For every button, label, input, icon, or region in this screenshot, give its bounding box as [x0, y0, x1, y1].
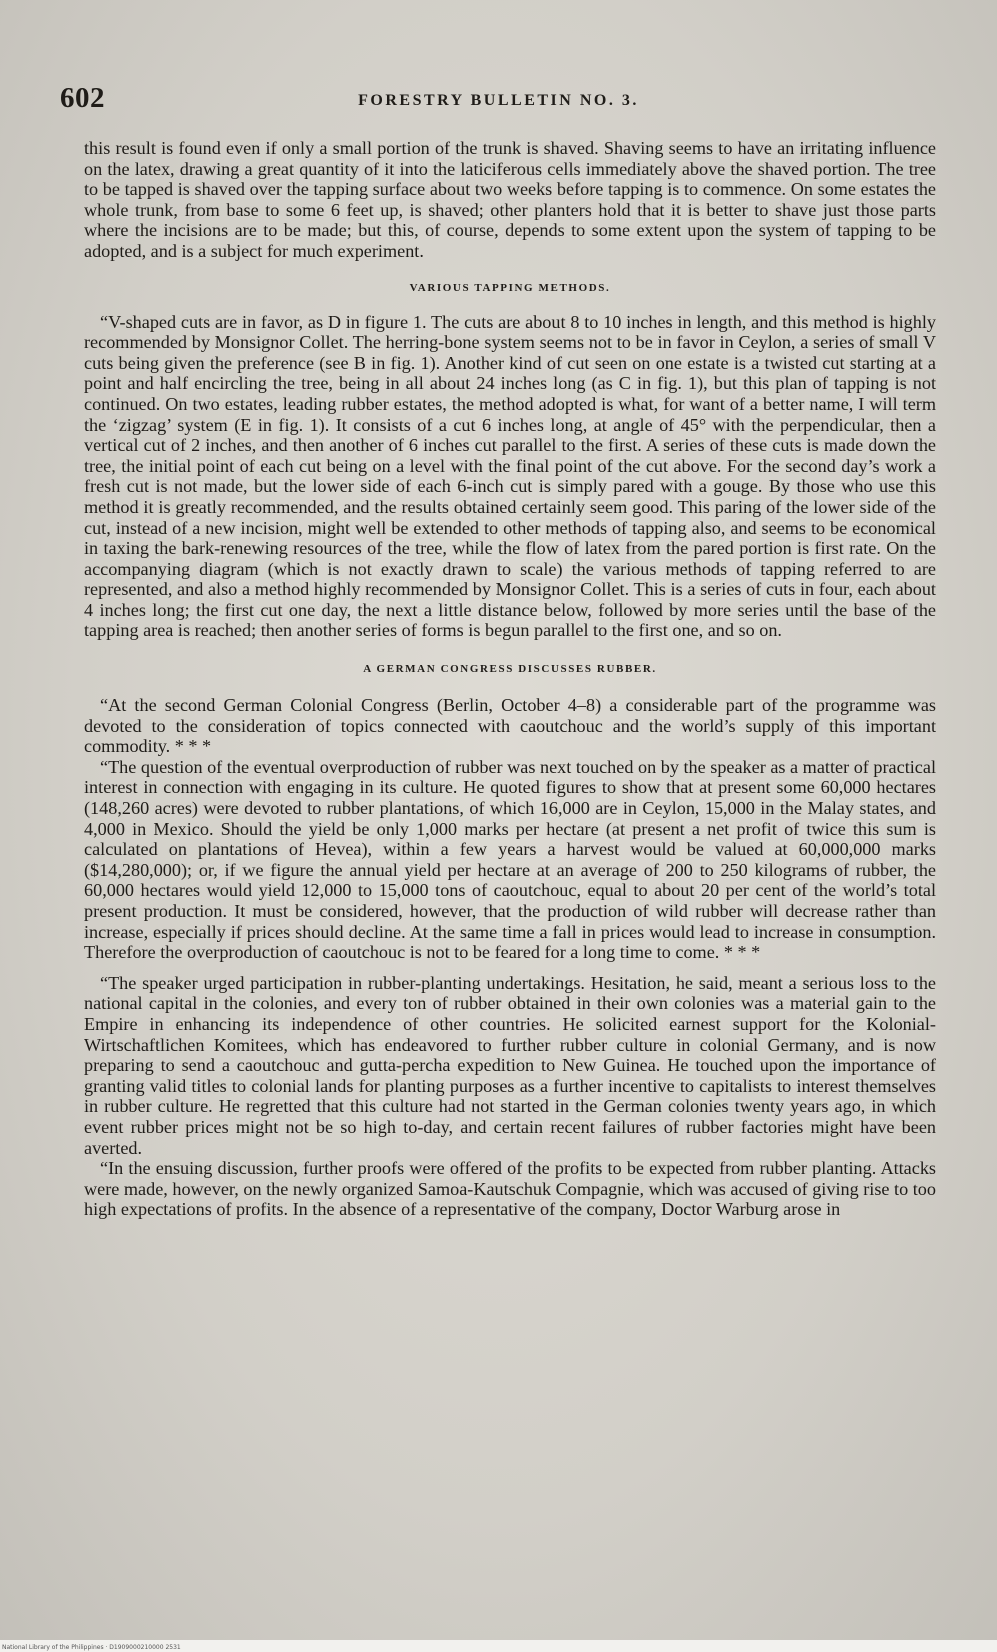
page-number: 602: [60, 82, 105, 114]
paragraph-participation: “The speaker urged participation in rubber-planting undertakings. Hesitation, he said, meant a serious loss to the national capital in the colonies, and every ton of rubber obtained in their own colonies was a material gain to the Empire in enhancing its independence of other countries. He solicited earnest support for the Kolonial-Wirtschaftlichen Komitees, which has endeavored to further rubber culture in colonial Germany, and is now preparing to send a caoutchouc and gutta-percha expedition to New Guinea. He touched upon the importance of granting valid titles to colonial lands for planting purposes as a further incentive to capitalists to interest themselves in rubber culture. He regretted that this culture had not started in the German colonies twenty years ago, in which event rubber prices might not be so high to-day, and certain recent failures of rubber factories might have been averted.: [84, 972, 936, 1158]
scan-footer: [0, 1640, 997, 1652]
paragraph-discussion: “In the ensuing discussion, further proofs were offered of the profits to be expected from rubber planting. Attacks were made, however, on the newly organized Samoa-Kautschuk Compagnie, which was accused of giving rise to too high expectations of profits. In the absence of a representative of the company, Doctor Warburg arose in: [84, 1158, 936, 1220]
section-heading-tapping-methods: VARIOUS TAPPING METHODS.: [409, 281, 611, 294]
paragraph-overproduction: “The question of the eventual overproduction of rubber was next touched on by the speaker as a matter of practical interest in connection with engaging in its culture. He quoted figures to show that at present some 60,000 hectares (148,260 acres) were devoted to rubber plantations, of which 16,000 are in Ceylon, 15,000 in the Malay states, and 4,000 in Mexico. Should the yield be only 1,000 marks per hectare (at present a net profit of twice this sum is calculated on plantations of Hevea), within a few years a harvest would be valued at 60,000,000 marks ($14,280,000); or, if we figure the annual yield per hectare at an average of 200 to 250 kilograms of rubber, the 60,000 hectares would yield 12,000 to 15,000 tons of caoutchouc, equal to about 20 per cent of the world’s total present production. It must be considered, however, that the production of wild rubber will decrease rather than increase, especially if prices should decline. At the same time a fall in prices would lead to increase in consumption. Therefore the overproduction of caoutchouc is not to be feared for a long time to come. * * *: [84, 756, 936, 963]
page-body: [84, 138, 936, 1220]
paragraph-congress-intro: “At the second German Colonial Congress (Berlin, October 4–8) a considerable part of the programme was devoted to the consideration of topics connected with caoutchouc and the world’s supply of this important commodity. * * *: [84, 695, 936, 757]
paragraph-shaving: this result is found even if only a small portion of the trunk is shaved. Shaving seems to have an irritating influence on the latex, drawing a great quantity of it into the laticiferous cells immediately above the shaved portion. The tree to be tapped is shaved over the tapping surface about two weeks before tapping is to commence. On some estates the whole trunk, from base to some 6 feet up, is shaved; other planters hold that it is better to shave just those parts where the incisions are to be made; but this, of course, depends to some extent upon the system of tapping to be adopted, and is a subject for much experiment.: [84, 138, 936, 261]
paragraph-tapping-methods: “V-shaped cuts are in favor, as D in figure 1. The cuts are about 8 to 10 inches in length, and this method is highly recommended by Monsignor Collet. The herring-bone system seems not to be in favor in Ceylon, a series of small V cuts being given the preference (see B in fig. 1). Another kind of cut seen on one estate is a twisted cut starting at a point and half encircling the tree, being in all about 24 inches long (as C in fig. 1), but this plan of tapping is not continued. On two estates, leading rubber estates, the method adopted is what, for want of a better name, I will term the ‘zigzag’ system (E in fig. 1). It consists of a cut 6 inches long, at angle of 45° with the perpendicular, then a vertical cut of 2 inches, and then another of 6 inches cut parallel to the first. A series of these cuts is made down the tree, the initial point of each cut being on a level with the final point of the cut above. For the second day’s work a fresh cut is not made, but the lower side of each 6-inch cut is simply pared with a gouge. By those who use this method it is greatly recommended, and the results obtained certainly seem good. This paring of the lower side of the cut, instead of a new incision, might well be extended to other methods of tapping also, and seems to be economical in taxing the bark-renewing resources of the tree, while the flow of latex from the pared portion is first rate. On the accompanying diagram (which is not exactly drawn to scale) the various methods of tapping referred to are represented, and also a method highly recommended by Monsignor Collet. This is a series of cuts in four, each about 4 inches long; the first cut one day, the next a little distance below, followed by more series until the base of the tapping area is reached; then another series of forms is begun parallel to the first one, and so on.: [84, 311, 936, 641]
page-header: [60, 82, 937, 122]
running-title: FORESTRY BULLETIN NO. 3.: [358, 92, 639, 109]
section-heading-german-congress: A GERMAN CONGRESS DISCUSSES RUBBER.: [363, 663, 657, 676]
scan-footer-text: National Library of the Philippines · D1909000210000 2531: [2, 1644, 181, 1651]
